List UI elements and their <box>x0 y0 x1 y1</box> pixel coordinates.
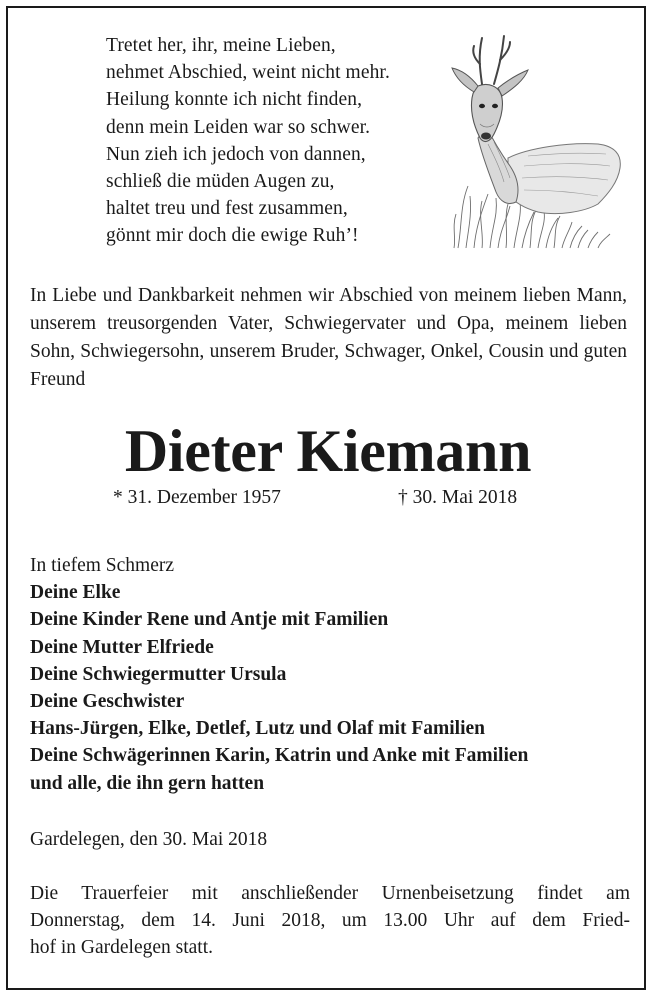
mourner-line: Deine Schwiegermutter Ursula <box>30 663 287 685</box>
death-date: † 30. Mai 2018 <box>398 487 518 508</box>
mourner-line: Deine Geschwister <box>30 691 185 713</box>
mourner-line: Hans-Jürgen, Elke, Detlef, Lutz und Olaf mit Familien <box>30 718 485 740</box>
funeral-line: Die Trauerfeier mit anschließender Urnenbeisetzung findet am <box>30 883 630 904</box>
funeral-notice <box>30 880 630 962</box>
poem-line: Heilung konnte ich nicht finden, <box>106 89 363 111</box>
mourner-line: Deine Elke <box>30 582 121 604</box>
mourner-line: Deine Mutter Elfriede <box>30 636 214 658</box>
intro-text: In Liebe und Dankbarkeit nehmen wir Abschied von meinem lieben Mann, unserem treusorgenden Vater, Schwiegervater und Opa, meinem lieben Sohn, Schwiegersohn, unserem Bruder, Schwager, Onkel, Cousin und guten Freund <box>30 285 627 390</box>
poem-line: denn mein Leiden war so schwer. <box>106 116 371 138</box>
poem-line: nehmet Abschied, weint nicht mehr. <box>106 62 390 84</box>
mourner-line: und alle, die ihn gern hatten <box>30 772 265 794</box>
mourner-line: Deine Schwägerinnen Karin, Katrin und Anke mit Familien <box>30 745 529 767</box>
poem-line: haltet treu und fest zusammen, <box>106 198 348 220</box>
mourner-line: Deine Kinder Rene und Antje mit Familien <box>30 609 389 631</box>
mourners-list <box>30 552 640 797</box>
funeral-line: hof in Gardelegen statt. <box>30 937 214 959</box>
place-and-date: Gardelegen, den 30. Mai 2018 <box>30 829 268 850</box>
funeral-line: Donnerstag, dem 14. Juni 2018, um 13.00 Uhr auf dem Fried- <box>30 910 630 932</box>
poem-line: gönnt mir doch die ewige Ruh’! <box>106 225 359 247</box>
poem-line: Tretet her, ihr, meine Lieben, <box>106 35 336 56</box>
poem <box>106 32 466 250</box>
poem-line: Nun zieh ich jedoch von dannen, <box>106 143 366 165</box>
mourners-heading: In tiefem Schmerz <box>30 555 175 576</box>
deceased-name: Dieter Kiemann <box>124 418 532 484</box>
birth-date: * 31. Dezember 1957 <box>113 487 281 508</box>
deer-illustration <box>448 26 630 252</box>
poem-line: schließ die müden Augen zu, <box>106 171 335 193</box>
